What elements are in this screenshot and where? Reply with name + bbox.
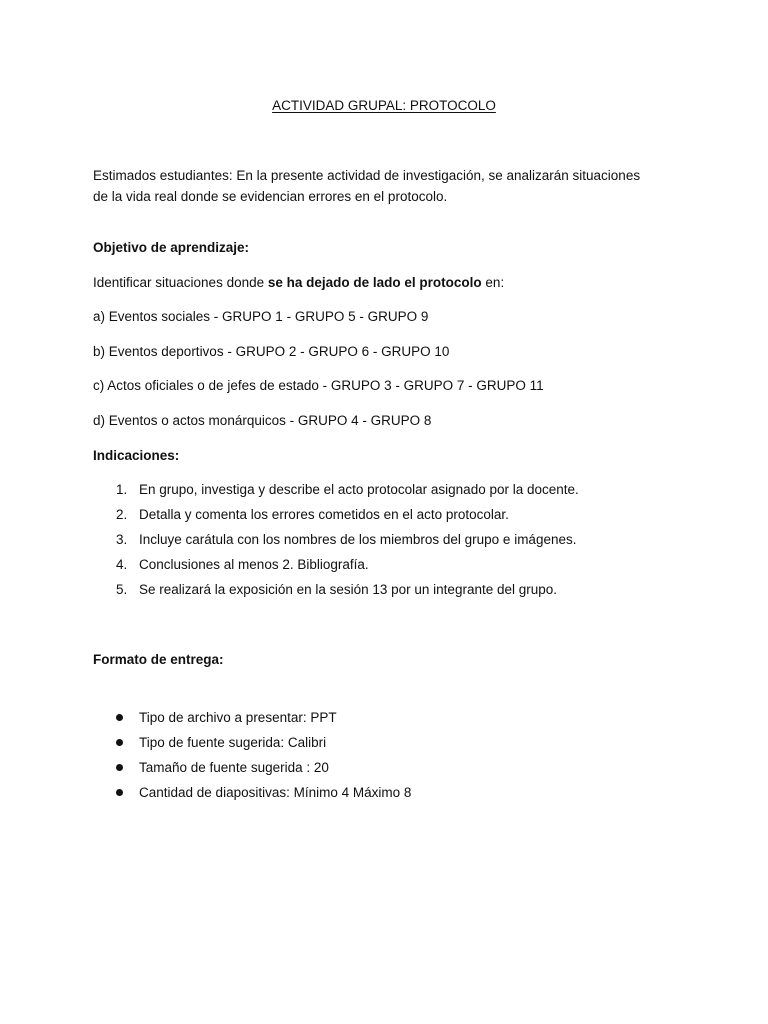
list-item — [93, 479, 693, 504]
group-item-d: d) Eventos o actos monárquicos - GRUPO 4 - GRUPO 8 — [93, 413, 432, 428]
list-item-text: En grupo, investiga y describe el acto protocolar asignado por la docente. — [139, 482, 579, 497]
group-item-c: c) Actos oficiales o de jefes de estado - GRUPO 3 - GRUPO 7 - GRUPO 11 — [93, 378, 544, 393]
list-item-text: Incluye carátula con los nombres de los miembros del grupo e imágenes. — [139, 532, 577, 547]
bullet-icon — [116, 714, 123, 721]
intro-line-2: de la vida real donde se evidencian errores en el protocolo. — [93, 189, 448, 204]
list-item-text: Tamaño de fuente sugerida : 20 — [139, 760, 329, 775]
objective-text-after: en: — [481, 275, 505, 290]
list-item-text: Tipo de fuente sugerida: Calibri — [139, 735, 327, 750]
intro-paragraph — [93, 165, 683, 207]
indications-heading: Indicaciones: — [93, 448, 180, 463]
delivery-format-list — [93, 707, 693, 807]
list-item — [93, 504, 693, 529]
bullet-icon — [116, 789, 123, 796]
list-item — [93, 579, 693, 604]
list-item-number: 4. — [116, 557, 128, 572]
list-item — [93, 757, 693, 782]
objective-text — [93, 272, 683, 293]
intro-line-1: Estimados estudiantes: En la presente actividad de investigación, se analizarán situaciones — [93, 168, 641, 183]
list-item-text: Conclusiones al menos 2. Bibliografía. — [139, 557, 369, 572]
list-item — [93, 529, 693, 554]
objective-heading: Objetivo de aprendizaje: — [93, 240, 250, 255]
bullet-icon — [116, 739, 123, 746]
list-item — [93, 732, 693, 757]
list-item-number: 1. — [116, 482, 128, 497]
list-item-text: Tipo de archivo a presentar: PPT — [139, 710, 337, 725]
list-item — [93, 554, 693, 579]
objective-text-bold: se ha dejado de lado el protocolo — [267, 275, 482, 290]
group-item-b: b) Eventos deportivos - GRUPO 2 - GRUPO 6 - GRUPO 10 — [93, 344, 450, 359]
list-item — [93, 782, 693, 807]
list-item-text: Cantidad de diapositivas: Mínimo 4 Máximo 8 — [139, 785, 412, 800]
delivery-format-heading: Formato de entrega: — [93, 652, 224, 667]
group-item-a: a) Eventos sociales - GRUPO 1 - GRUPO 5 - GRUPO 9 — [93, 309, 429, 324]
list-item-text: Detalla y comenta los errores cometidos en el acto protocolar. — [139, 507, 509, 522]
list-item-number: 5. — [116, 582, 128, 597]
bullet-icon — [116, 764, 123, 771]
document-title: ACTIVIDAD GRUPAL: PROTOCOLO — [272, 98, 496, 113]
indications-list — [93, 479, 693, 604]
list-item-text: Se realizará la exposición en la sesión 13 por un integrante del grupo. — [139, 582, 558, 597]
list-item-number: 3. — [116, 532, 128, 547]
list-item — [93, 707, 693, 732]
objective-text-before: Identificar situaciones donde — [93, 275, 268, 290]
list-item-number: 2. — [116, 507, 128, 522]
